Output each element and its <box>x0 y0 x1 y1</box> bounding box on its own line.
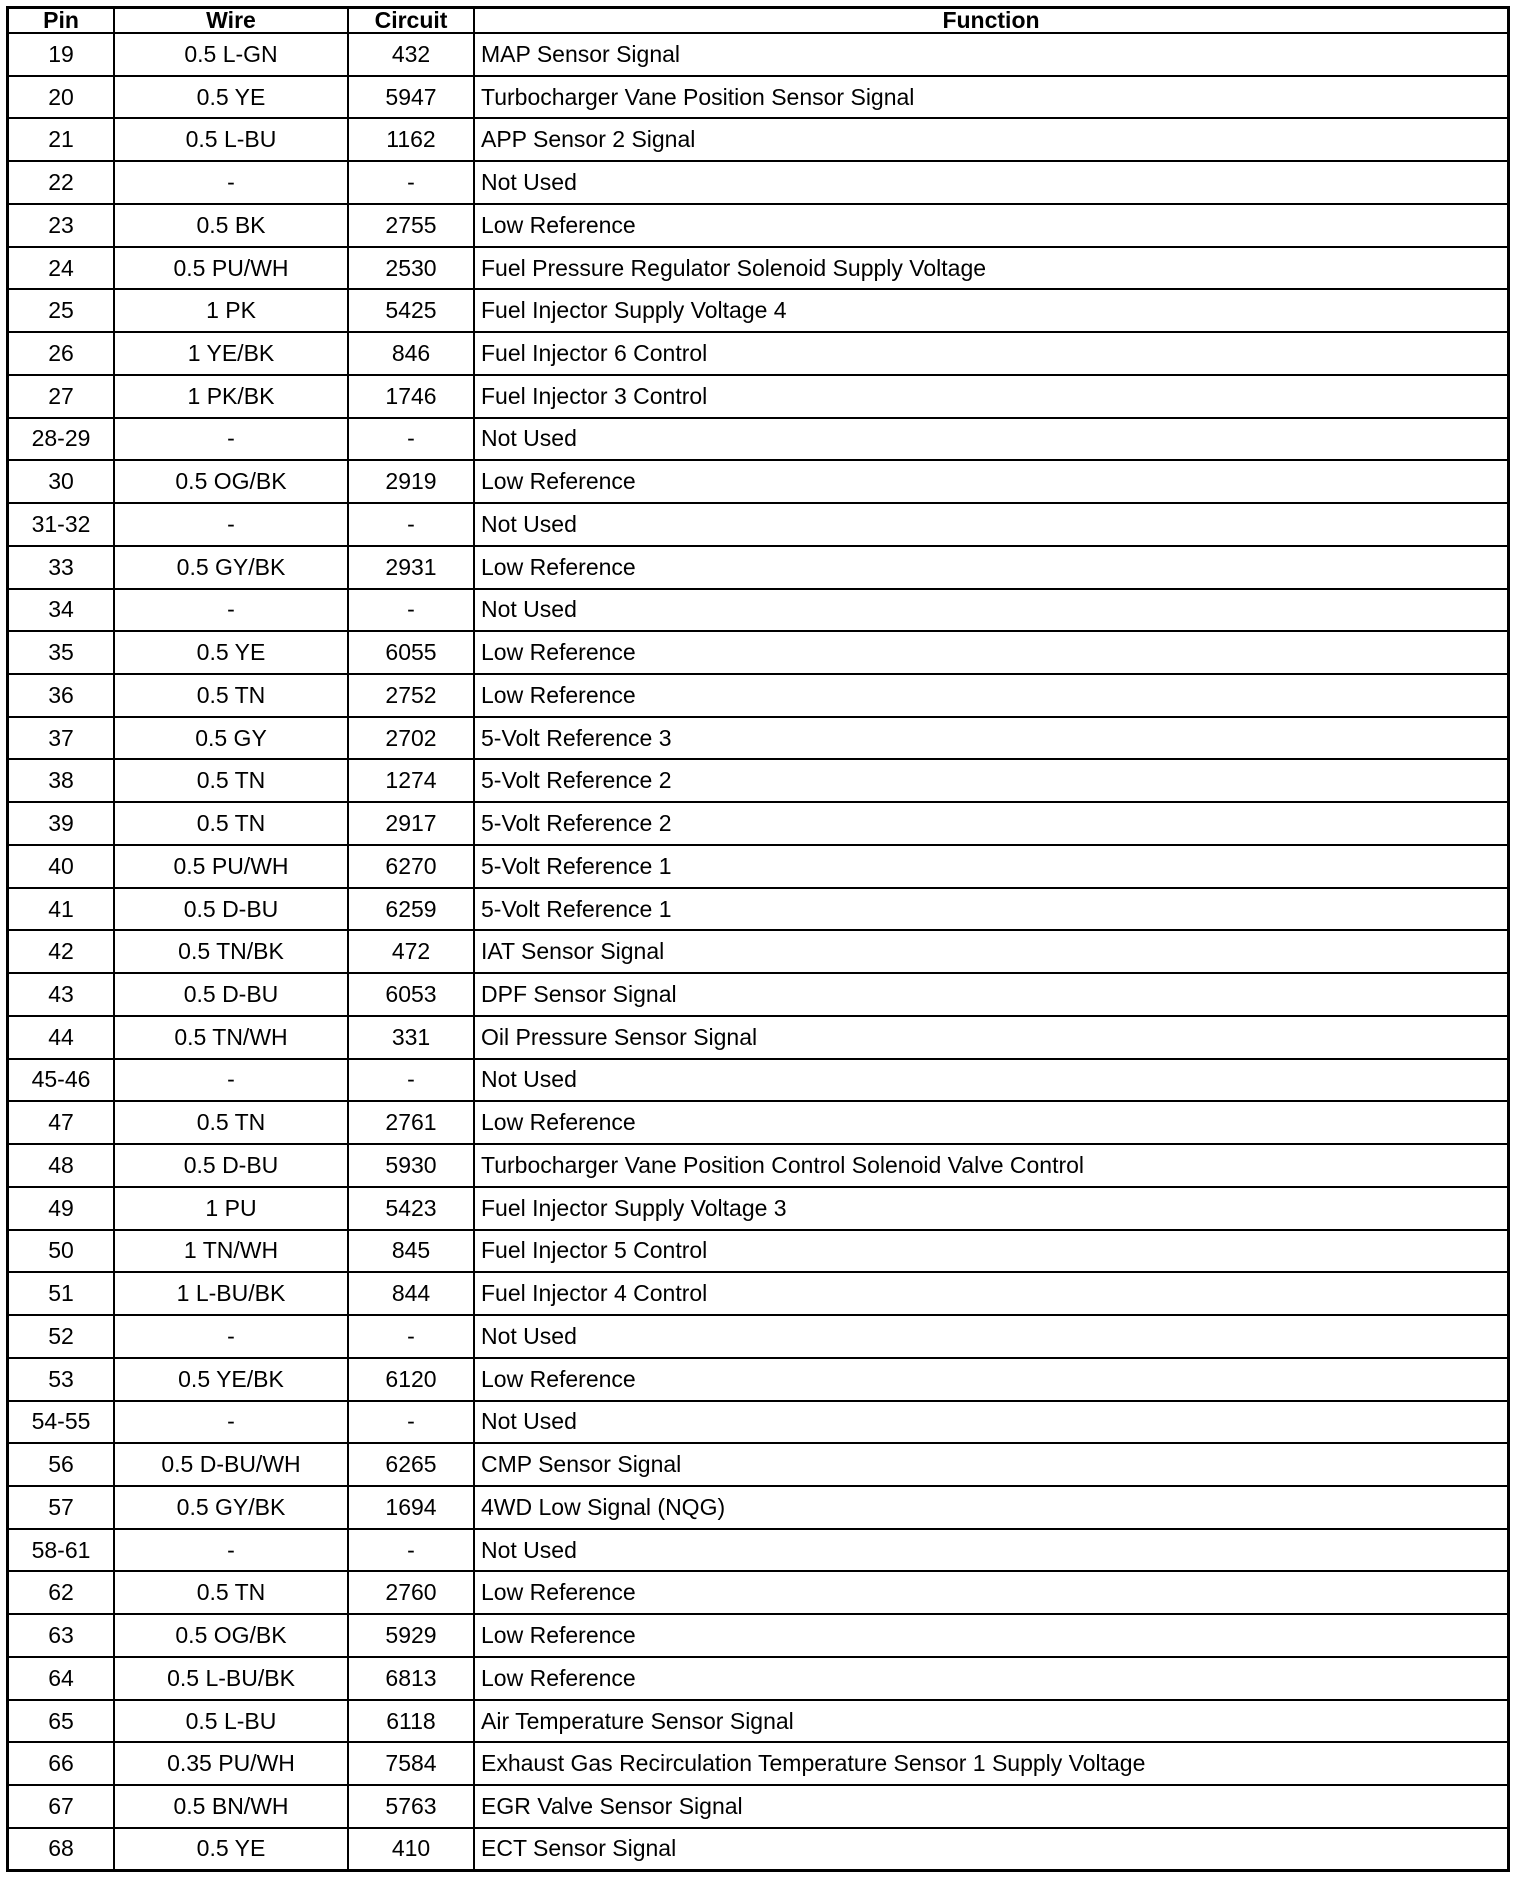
pin-cell: 28-29 <box>9 418 114 461</box>
pin-cell: 34 <box>9 589 114 632</box>
wire-cell: 1 L-BU/BK <box>114 1272 348 1315</box>
function-cell: Not Used <box>474 161 1507 204</box>
function-cell: Low Reference <box>474 631 1507 674</box>
function-cell: Fuel Injector Supply Voltage 3 <box>474 1187 1507 1230</box>
table-row <box>9 674 1507 717</box>
pin-cell: 45-46 <box>9 1059 114 1102</box>
table-row <box>9 1401 1507 1444</box>
pin-cell: 35 <box>9 631 114 674</box>
circuit-cell: 1746 <box>348 375 474 418</box>
table-row <box>9 589 1507 632</box>
circuit-cell: - <box>348 589 474 632</box>
function-cell: APP Sensor 2 Signal <box>474 118 1507 161</box>
wire-cell: 1 YE/BK <box>114 332 348 375</box>
circuit-cell: 2755 <box>348 204 474 247</box>
wire-cell: 1 TN/WH <box>114 1230 348 1273</box>
table-row <box>9 332 1507 375</box>
wire-cell: 1 PK <box>114 289 348 332</box>
function-cell: ECT Sensor Signal <box>474 1828 1507 1869</box>
connector-pinout-table <box>9 9 1507 1869</box>
table-row <box>9 1315 1507 1358</box>
wire-cell: 0.5 L-GN <box>114 33 348 76</box>
table-row <box>9 973 1507 1016</box>
pin-cell: 24 <box>9 247 114 290</box>
pin-cell: 47 <box>9 1101 114 1144</box>
function-cell: Fuel Pressure Regulator Solenoid Supply Voltage <box>474 247 1507 290</box>
wire-cell: - <box>114 589 348 632</box>
circuit-cell: 1694 <box>348 1486 474 1529</box>
circuit-cell: 6270 <box>348 845 474 888</box>
circuit-cell: 2530 <box>348 247 474 290</box>
circuit-cell: 331 <box>348 1016 474 1059</box>
circuit-cell: 6259 <box>348 888 474 931</box>
table-row <box>9 1529 1507 1572</box>
circuit-cell: - <box>348 418 474 461</box>
wire-cell: 0.5 TN <box>114 802 348 845</box>
pin-cell: 27 <box>9 375 114 418</box>
circuit-cell: 5423 <box>348 1187 474 1230</box>
circuit-cell: 6813 <box>348 1657 474 1700</box>
pin-cell: 49 <box>9 1187 114 1230</box>
function-cell: Turbocharger Vane Position Control Solenoid Valve Control <box>474 1144 1507 1187</box>
table-row <box>9 717 1507 760</box>
table-row <box>9 1144 1507 1187</box>
circuit-cell: - <box>348 503 474 546</box>
pin-cell: 62 <box>9 1571 114 1614</box>
wire-cell: 0.5 GY <box>114 717 348 760</box>
circuit-cell: 2917 <box>348 802 474 845</box>
pin-cell: 51 <box>9 1272 114 1315</box>
function-cell: Not Used <box>474 1059 1507 1102</box>
wire-cell: 0.5 TN/WH <box>114 1016 348 1059</box>
wire-cell: 0.5 YE <box>114 76 348 119</box>
wire-cell: 0.5 PU/WH <box>114 247 348 290</box>
wire-cell: 0.35 PU/WH <box>114 1742 348 1785</box>
circuit-cell: 2702 <box>348 717 474 760</box>
table-row <box>9 1657 1507 1700</box>
table-row <box>9 1230 1507 1273</box>
wire-cell: 0.5 BK <box>114 204 348 247</box>
wire-cell: 0.5 GY/BK <box>114 546 348 589</box>
circuit-cell: 5947 <box>348 76 474 119</box>
wire-cell: 0.5 BN/WH <box>114 1785 348 1828</box>
table-row <box>9 1571 1507 1614</box>
wire-cell: - <box>114 1059 348 1102</box>
pin-cell: 42 <box>9 930 114 973</box>
function-cell: Low Reference <box>474 546 1507 589</box>
table-row <box>9 1016 1507 1059</box>
table-row <box>9 1486 1507 1529</box>
function-cell: Not Used <box>474 589 1507 632</box>
function-cell: 5-Volt Reference 2 <box>474 802 1507 845</box>
pin-cell: 37 <box>9 717 114 760</box>
table-row <box>9 888 1507 931</box>
function-cell: Oil Pressure Sensor Signal <box>474 1016 1507 1059</box>
function-cell: Fuel Injector 3 Control <box>474 375 1507 418</box>
circuit-cell: 5425 <box>348 289 474 332</box>
header-pin: Pin <box>9 9 114 33</box>
function-cell: Not Used <box>474 418 1507 461</box>
pin-cell: 66 <box>9 1742 114 1785</box>
header-row <box>9 9 1507 33</box>
pin-cell: 48 <box>9 1144 114 1187</box>
pin-cell: 23 <box>9 204 114 247</box>
circuit-cell: - <box>348 1059 474 1102</box>
wire-cell: 0.5 L-BU/BK <box>114 1657 348 1700</box>
connector-pinout-table-frame <box>6 6 1510 1872</box>
function-cell: Low Reference <box>474 1657 1507 1700</box>
table-row <box>9 1785 1507 1828</box>
wire-cell: 0.5 L-BU <box>114 1700 348 1743</box>
table-row <box>9 247 1507 290</box>
circuit-cell: 2761 <box>348 1101 474 1144</box>
circuit-cell: - <box>348 1529 474 1572</box>
circuit-cell: 2760 <box>348 1571 474 1614</box>
circuit-cell: 844 <box>348 1272 474 1315</box>
table-row <box>9 759 1507 802</box>
pin-cell: 53 <box>9 1358 114 1401</box>
pin-cell: 26 <box>9 332 114 375</box>
wire-cell: 0.5 TN <box>114 759 348 802</box>
wire-cell: 0.5 OG/BK <box>114 460 348 503</box>
function-cell: IAT Sensor Signal <box>474 930 1507 973</box>
table-row <box>9 845 1507 888</box>
wire-cell: 0.5 YE/BK <box>114 1358 348 1401</box>
pin-cell: 52 <box>9 1315 114 1358</box>
wire-cell: 0.5 D-BU <box>114 888 348 931</box>
circuit-cell: 2931 <box>348 546 474 589</box>
pin-cell: 31-32 <box>9 503 114 546</box>
wire-cell: 0.5 D-BU/WH <box>114 1443 348 1486</box>
wire-cell: 0.5 TN <box>114 1101 348 1144</box>
pin-cell: 50 <box>9 1230 114 1273</box>
circuit-cell: 845 <box>348 1230 474 1273</box>
function-cell: MAP Sensor Signal <box>474 33 1507 76</box>
circuit-cell: 432 <box>348 33 474 76</box>
wire-cell: 0.5 L-BU <box>114 118 348 161</box>
circuit-cell: 5763 <box>348 1785 474 1828</box>
wire-cell: 0.5 PU/WH <box>114 845 348 888</box>
wire-cell: 1 PK/BK <box>114 375 348 418</box>
circuit-cell: - <box>348 1315 474 1358</box>
function-cell: Not Used <box>474 1401 1507 1444</box>
function-cell: Low Reference <box>474 1571 1507 1614</box>
wire-cell: 0.5 YE <box>114 1828 348 1869</box>
function-cell: DPF Sensor Signal <box>474 973 1507 1016</box>
circuit-cell: 6055 <box>348 631 474 674</box>
table-row <box>9 375 1507 418</box>
circuit-cell: 5930 <box>348 1144 474 1187</box>
table-row <box>9 1443 1507 1486</box>
circuit-cell: 2752 <box>348 674 474 717</box>
pin-cell: 30 <box>9 460 114 503</box>
function-cell: Fuel Injector 4 Control <box>474 1272 1507 1315</box>
pin-cell: 57 <box>9 1486 114 1529</box>
function-cell: Low Reference <box>474 674 1507 717</box>
pin-cell: 54-55 <box>9 1401 114 1444</box>
pin-cell: 22 <box>9 161 114 204</box>
table-row <box>9 1828 1507 1869</box>
table-row <box>9 33 1507 76</box>
function-cell: Low Reference <box>474 1614 1507 1657</box>
function-cell: Low Reference <box>474 204 1507 247</box>
table-row <box>9 1187 1507 1230</box>
table-row <box>9 289 1507 332</box>
table-row <box>9 76 1507 119</box>
wire-cell: - <box>114 161 348 204</box>
pin-cell: 21 <box>9 118 114 161</box>
wire-cell: 0.5 TN <box>114 674 348 717</box>
wire-cell: 0.5 D-BU <box>114 973 348 1016</box>
table-row <box>9 503 1507 546</box>
table-row <box>9 1059 1507 1102</box>
wire-cell: 0.5 TN <box>114 1571 348 1614</box>
pin-cell: 39 <box>9 802 114 845</box>
table-row <box>9 1614 1507 1657</box>
circuit-cell: - <box>348 161 474 204</box>
pin-cell: 19 <box>9 33 114 76</box>
header-wire: Wire <box>114 9 348 33</box>
wire-cell: 1 PU <box>114 1187 348 1230</box>
table-row <box>9 1700 1507 1743</box>
function-cell: Air Temperature Sensor Signal <box>474 1700 1507 1743</box>
table-row <box>9 1272 1507 1315</box>
table-body <box>9 33 1507 1869</box>
function-cell: Not Used <box>474 1529 1507 1572</box>
circuit-cell: 1162 <box>348 118 474 161</box>
table-row <box>9 161 1507 204</box>
function-cell: Exhaust Gas Recirculation Temperature Sensor 1 Supply Voltage <box>474 1742 1507 1785</box>
table-row <box>9 1358 1507 1401</box>
circuit-cell: 1274 <box>348 759 474 802</box>
function-cell: Fuel Injector Supply Voltage 4 <box>474 289 1507 332</box>
pin-cell: 58-61 <box>9 1529 114 1572</box>
wire-cell: - <box>114 418 348 461</box>
pin-cell: 68 <box>9 1828 114 1869</box>
table-row <box>9 118 1507 161</box>
pin-cell: 63 <box>9 1614 114 1657</box>
table-row <box>9 460 1507 503</box>
wire-cell: 0.5 YE <box>114 631 348 674</box>
circuit-cell: 5929 <box>348 1614 474 1657</box>
wire-cell: - <box>114 1401 348 1444</box>
pin-cell: 67 <box>9 1785 114 1828</box>
circuit-cell: 6118 <box>348 1700 474 1743</box>
function-cell: Low Reference <box>474 460 1507 503</box>
function-cell: Low Reference <box>474 1101 1507 1144</box>
wire-cell: 0.5 TN/BK <box>114 930 348 973</box>
header-function: Function <box>474 9 1507 33</box>
pin-cell: 64 <box>9 1657 114 1700</box>
function-cell: 5-Volt Reference 1 <box>474 845 1507 888</box>
wire-cell: - <box>114 1529 348 1572</box>
function-cell: Turbocharger Vane Position Sensor Signal <box>474 76 1507 119</box>
wire-cell: 0.5 OG/BK <box>114 1614 348 1657</box>
circuit-cell: 6265 <box>348 1443 474 1486</box>
function-cell: EGR Valve Sensor Signal <box>474 1785 1507 1828</box>
pin-cell: 40 <box>9 845 114 888</box>
wire-cell: - <box>114 1315 348 1358</box>
table-row <box>9 631 1507 674</box>
pin-cell: 36 <box>9 674 114 717</box>
function-cell: Fuel Injector 5 Control <box>474 1230 1507 1273</box>
pin-cell: 33 <box>9 546 114 589</box>
function-cell: 5-Volt Reference 3 <box>474 717 1507 760</box>
pin-cell: 38 <box>9 759 114 802</box>
table-row <box>9 802 1507 845</box>
circuit-cell: 410 <box>348 1828 474 1869</box>
circuit-cell: 2919 <box>348 460 474 503</box>
circuit-cell: 846 <box>348 332 474 375</box>
pin-cell: 20 <box>9 76 114 119</box>
pin-cell: 44 <box>9 1016 114 1059</box>
table-row <box>9 1742 1507 1785</box>
table-row <box>9 204 1507 247</box>
pin-cell: 65 <box>9 1700 114 1743</box>
function-cell: Not Used <box>474 1315 1507 1358</box>
circuit-cell: 472 <box>348 930 474 973</box>
circuit-cell: - <box>348 1401 474 1444</box>
function-cell: Low Reference <box>474 1358 1507 1401</box>
circuit-cell: 6120 <box>348 1358 474 1401</box>
pin-cell: 41 <box>9 888 114 931</box>
function-cell: Not Used <box>474 503 1507 546</box>
wire-cell: - <box>114 503 348 546</box>
function-cell: 4WD Low Signal (NQG) <box>474 1486 1507 1529</box>
table-row <box>9 546 1507 589</box>
header-circuit: Circuit <box>348 9 474 33</box>
wire-cell: 0.5 D-BU <box>114 1144 348 1187</box>
circuit-cell: 6053 <box>348 973 474 1016</box>
pin-cell: 25 <box>9 289 114 332</box>
function-cell: 5-Volt Reference 2 <box>474 759 1507 802</box>
wire-cell: 0.5 GY/BK <box>114 1486 348 1529</box>
function-cell: Fuel Injector 6 Control <box>474 332 1507 375</box>
pin-cell: 43 <box>9 973 114 1016</box>
pin-cell: 56 <box>9 1443 114 1486</box>
table-row <box>9 418 1507 461</box>
function-cell: CMP Sensor Signal <box>474 1443 1507 1486</box>
table-row <box>9 930 1507 973</box>
function-cell: 5-Volt Reference 1 <box>474 888 1507 931</box>
table-row <box>9 1101 1507 1144</box>
circuit-cell: 7584 <box>348 1742 474 1785</box>
